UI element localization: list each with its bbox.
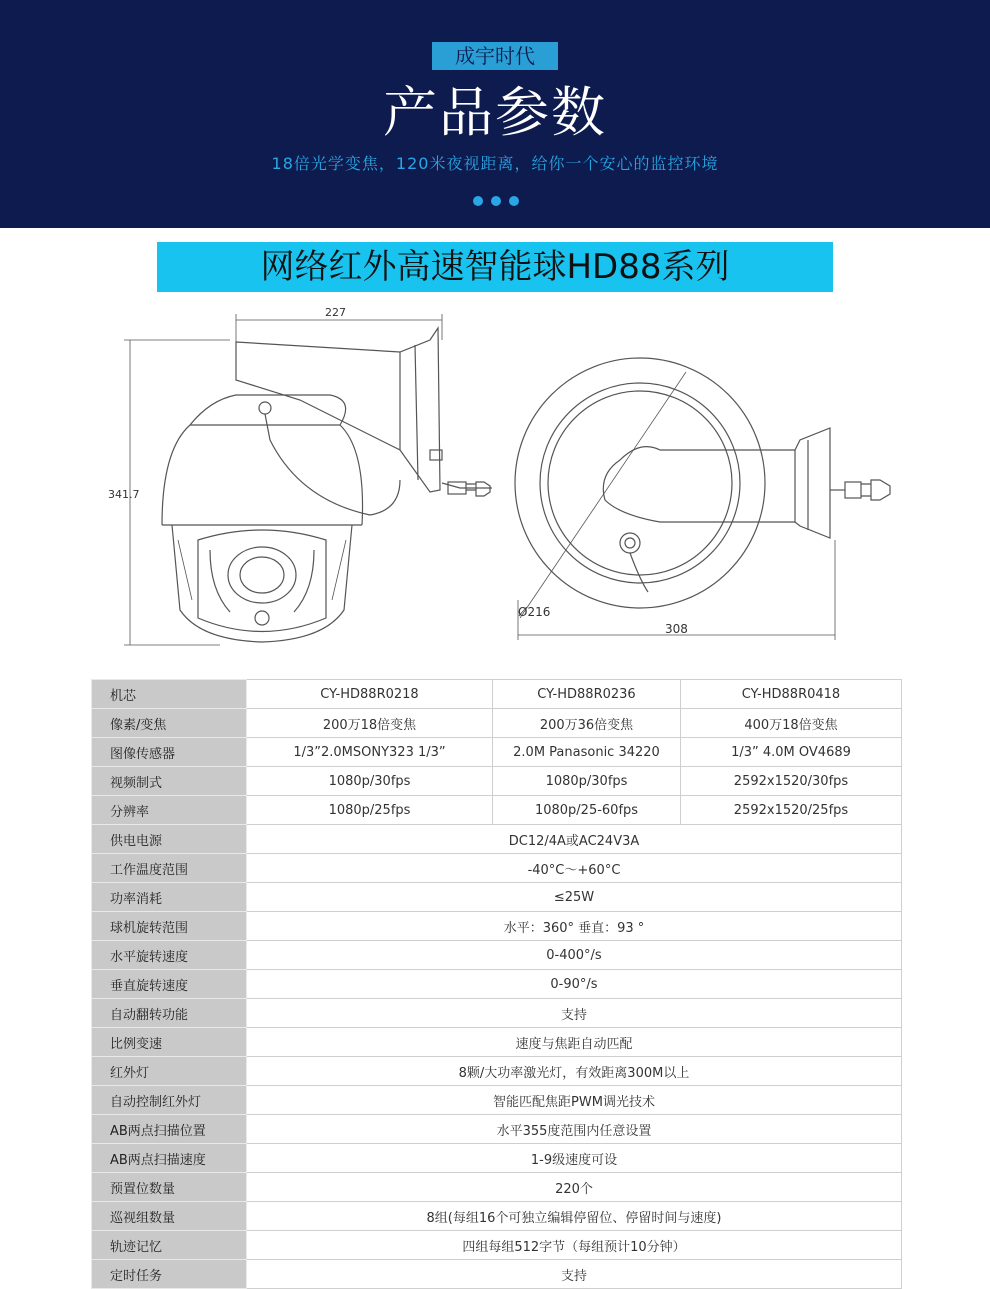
spec-label: 水平旋转速度 bbox=[92, 941, 247, 970]
spec-value: 200万36倍变焦 bbox=[493, 709, 681, 738]
table-row bbox=[92, 941, 902, 970]
dot-icon bbox=[509, 196, 519, 206]
spec-label: 垂直旋转速度 bbox=[92, 970, 247, 999]
dim-width-label: 227 bbox=[325, 306, 346, 319]
spec-value: 2592x1520/30fps bbox=[681, 767, 902, 796]
spec-value: 智能匹配焦距PWM调光技术 bbox=[247, 1086, 902, 1115]
table-row bbox=[92, 796, 902, 825]
spec-value: 1080p/30fps bbox=[247, 767, 493, 796]
spec-label: 自动控制红外灯 bbox=[92, 1086, 247, 1115]
spec-value: 0-90°/s bbox=[247, 970, 902, 999]
spec-label: AB两点扫描速度 bbox=[92, 1144, 247, 1173]
table-row bbox=[92, 1173, 902, 1202]
table-row bbox=[92, 1202, 902, 1231]
spec-value: 220个 bbox=[247, 1173, 902, 1202]
spec-value: CY-HD88R0218 bbox=[247, 680, 493, 709]
spec-label: AB两点扫描位置 bbox=[92, 1115, 247, 1144]
spec-value: 水平：360° 垂直：93 ° bbox=[247, 912, 902, 941]
header-banner bbox=[0, 0, 990, 228]
spec-label: 巡视组数量 bbox=[92, 1202, 247, 1231]
table-row bbox=[92, 1231, 902, 1260]
spec-label: 自动翻转功能 bbox=[92, 999, 247, 1028]
spec-value: 8组(每组16个可独立编辑停留位、停留时间与速度) bbox=[247, 1202, 902, 1231]
spec-value: 400万18倍变焦 bbox=[681, 709, 902, 738]
spec-value: 2.0M Panasonic 34220 bbox=[493, 738, 681, 767]
table-row bbox=[92, 680, 902, 709]
spec-table bbox=[91, 679, 902, 1289]
table-row bbox=[92, 738, 902, 767]
page-subtitle: 18倍光学变焦，120米夜视距离，给你一个安心的监控环境 bbox=[271, 154, 719, 173]
spec-value: 1/3” 4.0M OV4689 bbox=[681, 738, 902, 767]
spec-label: 工作温度范围 bbox=[92, 854, 247, 883]
page-title: 产品参数 bbox=[383, 81, 607, 144]
table-row bbox=[92, 912, 902, 941]
spec-label: 红外灯 bbox=[92, 1057, 247, 1086]
side-view bbox=[108, 306, 492, 645]
spec-label: 机芯 bbox=[92, 680, 247, 709]
spec-value: ≤25W bbox=[247, 883, 902, 912]
table-row bbox=[92, 1028, 902, 1057]
spec-label: 视频制式 bbox=[92, 767, 247, 796]
spec-value: 1080p/25-60fps bbox=[493, 796, 681, 825]
spec-value: 8颗/大功率激光灯，有效距离300M以上 bbox=[247, 1057, 902, 1086]
spec-label: 比例变速 bbox=[92, 1028, 247, 1057]
spec-value: 200万18倍变焦 bbox=[247, 709, 493, 738]
spec-value: 速度与焦距自动匹配 bbox=[247, 1028, 902, 1057]
table-row bbox=[92, 825, 902, 854]
spec-value: CY-HD88R0236 bbox=[493, 680, 681, 709]
spec-label: 像素/变焦 bbox=[92, 709, 247, 738]
spec-label: 轨迹记忆 bbox=[92, 1231, 247, 1260]
dot-icon bbox=[473, 196, 483, 206]
table-row bbox=[92, 1144, 902, 1173]
spec-label: 定时任务 bbox=[92, 1260, 247, 1289]
table-row bbox=[92, 970, 902, 999]
table-row bbox=[92, 1115, 902, 1144]
dim-diameter-label: Ø216 bbox=[518, 605, 551, 619]
dot-icon bbox=[491, 196, 501, 206]
dim-depth-label: 308 bbox=[665, 622, 688, 636]
spec-value: DC12/4A或AC24V3A bbox=[247, 825, 902, 854]
table-row bbox=[92, 1086, 902, 1115]
table-row bbox=[92, 767, 902, 796]
table-row bbox=[92, 709, 902, 738]
spec-value: 水平355度范围内任意设置 bbox=[247, 1115, 902, 1144]
spec-value: 1080p/30fps bbox=[493, 767, 681, 796]
dimension-drawing bbox=[100, 300, 900, 650]
decorative-dots bbox=[473, 196, 519, 206]
spec-label: 功率消耗 bbox=[92, 883, 247, 912]
table-row bbox=[92, 883, 902, 912]
spec-label: 预置位数量 bbox=[92, 1173, 247, 1202]
spec-value: -40°C～+60°C bbox=[247, 854, 902, 883]
spec-value: 四组每组512字节（每组预计10分钟） bbox=[247, 1231, 902, 1260]
spec-label: 分辨率 bbox=[92, 796, 247, 825]
spec-value: 1080p/25fps bbox=[247, 796, 493, 825]
table-row bbox=[92, 999, 902, 1028]
spec-label: 供电电源 bbox=[92, 825, 247, 854]
table-row bbox=[92, 1057, 902, 1086]
bottom-view bbox=[515, 358, 890, 640]
brand-tag: 成宇时代 bbox=[432, 42, 558, 70]
spec-value: 1-9级速度可设 bbox=[247, 1144, 902, 1173]
table-row bbox=[92, 854, 902, 883]
spec-value: CY-HD88R0418 bbox=[681, 680, 902, 709]
spec-value: 0-400°/s bbox=[247, 941, 902, 970]
product-name-bar: 网络红外高速智能球HD88系列 bbox=[157, 242, 833, 292]
dim-height-label: 341.7 bbox=[108, 488, 140, 501]
spec-label: 图像传感器 bbox=[92, 738, 247, 767]
spec-value: 支持 bbox=[247, 999, 902, 1028]
table-row bbox=[92, 1260, 902, 1289]
spec-value: 2592x1520/25fps bbox=[681, 796, 902, 825]
spec-label: 球机旋转范围 bbox=[92, 912, 247, 941]
spec-value: 支持 bbox=[247, 1260, 902, 1289]
spec-value: 1/3”2.0MSONY323 1/3” bbox=[247, 738, 493, 767]
